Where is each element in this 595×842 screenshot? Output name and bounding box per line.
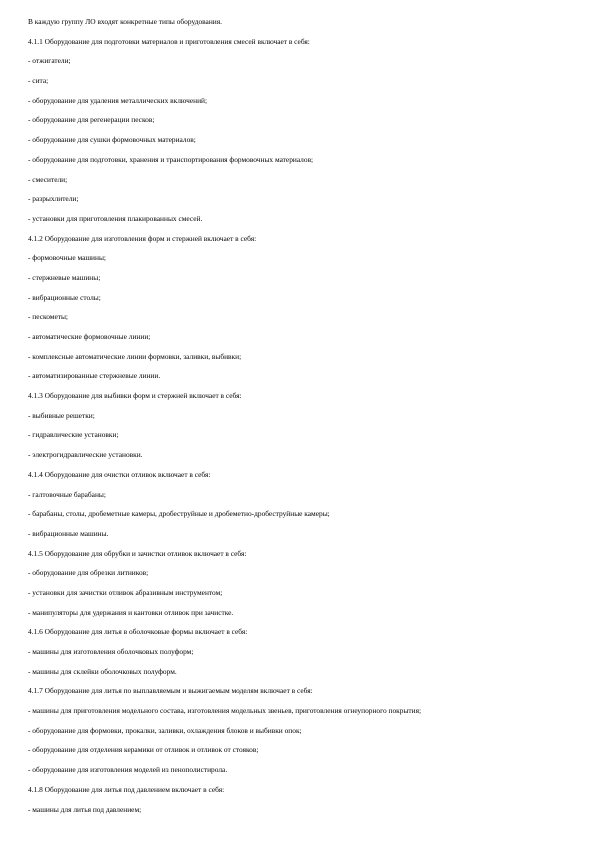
list-item: - оборудование для формовки, прокалки, заливки, охлаждения блоков и выбивки опок;: [28, 725, 302, 735]
section-heading: 4.1.1 Оборудование для подготовки материалов и приготовления смесей включает в себя:: [28, 36, 310, 46]
intro-paragraph: В каждую группу ЛО входят конкретные типы оборудования.: [28, 17, 222, 26]
section-heading: 4.1.3 Оборудование для выбивки форм и стержней включает в себя:: [28, 391, 242, 401]
list-item: - комплексные автоматические линии формовки, заливки, выбивки;: [28, 351, 242, 361]
list-item: - формовочные машины;: [28, 253, 106, 263]
list-item: - галтовочные барабаны;: [28, 489, 106, 499]
list-item: - манипуляторы для удержания и кантовки отливок при зачистке.: [28, 607, 234, 617]
list-item: - установки для приготовления плакированных смесей.: [28, 213, 203, 223]
list-item: - разрыхлители;: [28, 194, 79, 204]
section-heading: 4.1.5 Оборудование для обрубки и зачистки отливок включает в себя:: [28, 548, 247, 558]
list-item: - вибрационные машины.: [28, 528, 109, 538]
list-item: - стержневые машины;: [28, 272, 101, 282]
list-item: - оборудование для обрезки литников;: [28, 568, 149, 578]
section-heading: 4.1.6 Оборудование для литья в оболочковые формы включает в себя:: [28, 627, 248, 637]
list-item: - пескометы;: [28, 312, 68, 322]
list-item: - смесители;: [28, 174, 68, 184]
list-item: - гидравлические установки;: [28, 430, 119, 440]
list-item: - оборудование для подготовки, хранения и транспортирования формовочных материалов;: [28, 154, 314, 164]
list-item: - оборудование для удаления металлических включений;: [28, 95, 208, 105]
list-item: - отжигатели;: [28, 56, 71, 66]
list-item: - оборудование для сушки формовочных материалов;: [28, 135, 196, 145]
section-heading: 4.1.4 Оборудование для очистки отливок включает в себя:: [28, 469, 211, 479]
list-item: - оборудование для изготовления моделей из пенополистирола.: [28, 765, 228, 775]
list-item: - установки для зачистки отливок абразивным инструментом;: [28, 587, 223, 597]
list-item: - автоматизированные стержневые линии.: [28, 371, 161, 381]
list-item: - оборудование для отделения керамики от отливок и отливок от стояков;: [28, 745, 259, 755]
list-item: - машины для литья под давлением;: [28, 804, 142, 814]
list-item: - автоматические формовочные линии;: [28, 332, 151, 341]
list-item: - машины для изготовления оболочковых полуформ;: [28, 647, 194, 656]
section-heading: 4.1.8 Оборудование для литья под давлением включает в себя:: [28, 784, 225, 794]
list-item: - барабаны, столы, дробеметные камеры, дробеструйные и дробеметно-дробеструйные камеры;: [28, 509, 330, 519]
section-heading: 4.1.2 Оборудование для изготовления форм и стержней включает в себя:: [28, 233, 257, 243]
list-item: - оборудование для регенерации песков;: [28, 115, 155, 125]
document-page: [28, 12, 573, 819]
list-item: - сита;: [28, 76, 49, 86]
list-item: - вибрационные столы;: [28, 292, 101, 302]
list-item: - машины для приготовления модельного состава, изготовления модельных звеньев, приготовления огнеупорного покрытия;: [28, 706, 422, 716]
section-heading: 4.1.7 Оборудование для литья по выплавляемым и выжигаемым моделям включает в себя:: [28, 686, 313, 696]
list-item: - машины для склейки оболочковых полуформ.: [28, 666, 177, 676]
list-item: - выбивные решетки;: [28, 410, 95, 420]
list-item: - электрогидравлические установки.: [28, 450, 143, 460]
